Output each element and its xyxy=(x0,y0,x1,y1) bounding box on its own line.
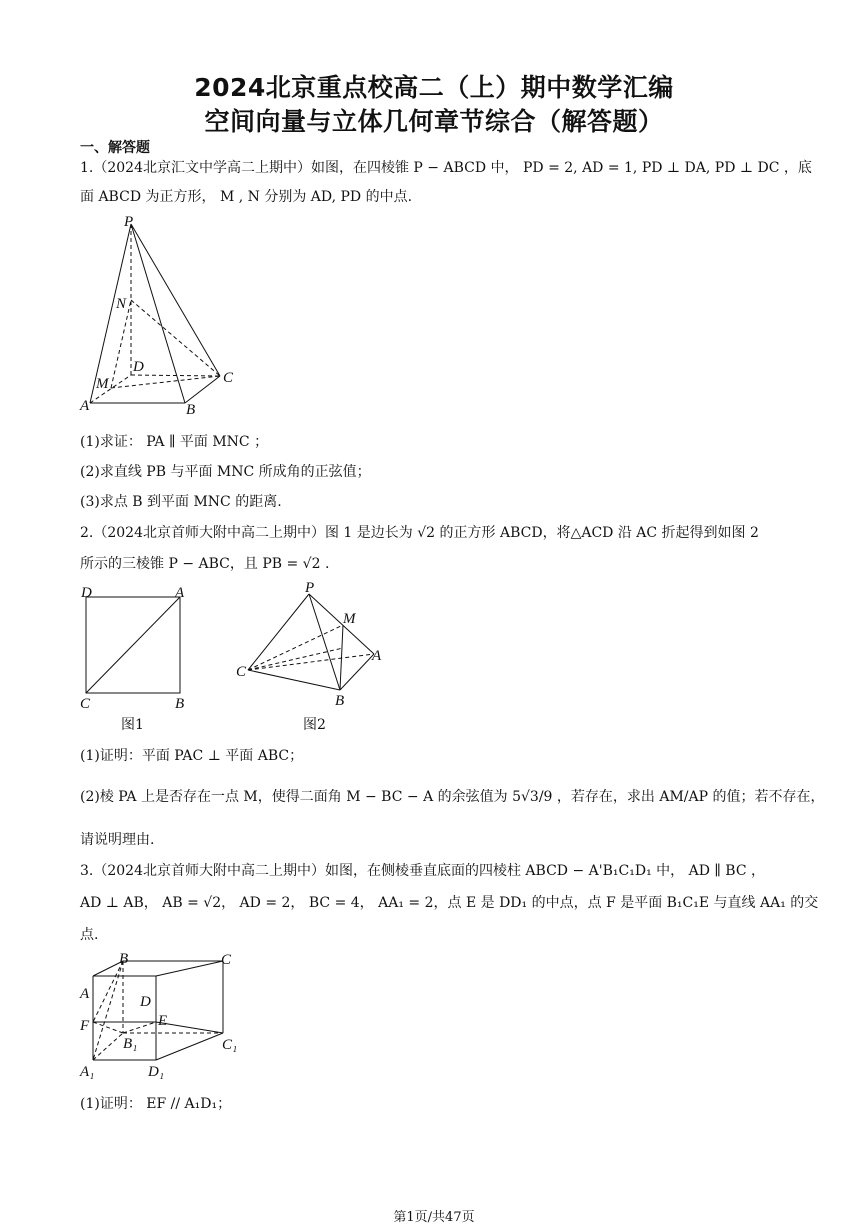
fig1-label-a: A xyxy=(175,585,185,601)
fig1-label-b: B xyxy=(175,696,185,712)
problem-3-line-3: 点. xyxy=(80,927,99,943)
edge-pb xyxy=(131,224,185,403)
problem-1-question-1: (1)求证： PA ∥ 平面 MNC ； xyxy=(80,434,269,450)
tetrahedron-figure-2 xyxy=(232,578,392,713)
label-d: D xyxy=(133,359,144,375)
edge-bc xyxy=(185,376,220,403)
label-a: A xyxy=(80,398,90,414)
fig3-label-e: E xyxy=(158,1013,168,1029)
edge-pc xyxy=(248,594,309,670)
edge-a1b1 xyxy=(93,1033,123,1060)
fig3-label-d1: D₁ xyxy=(148,1064,165,1080)
section-heading: 一、解答题 xyxy=(80,140,150,156)
title-line-2: 空间向量与立体几何章节综合（解答题） xyxy=(204,107,664,136)
fig3-label-c: C xyxy=(221,952,232,968)
fig2-caption: 图2 xyxy=(303,717,326,733)
label-c: C xyxy=(223,370,234,386)
diagonal-ac xyxy=(86,597,180,693)
edge-d1c1 xyxy=(156,1033,223,1060)
fig3-label-c1: C₁ xyxy=(222,1037,238,1053)
fig3-label-b: B xyxy=(119,951,129,967)
fig3-label-d: D xyxy=(140,994,151,1010)
segment-bm xyxy=(340,625,343,690)
pyramid-figure xyxy=(78,210,248,420)
segment-c-inner xyxy=(248,648,343,670)
title-line-1: 2024北京重点校高二（上）期中数学汇编 xyxy=(194,73,674,102)
edge-ca xyxy=(248,654,374,670)
fig1-label-d: D xyxy=(81,585,92,601)
label-b: B xyxy=(186,402,196,418)
square-figure-1 xyxy=(76,582,196,712)
problem-3-line-2: AD ⊥ AB， AB = √2， AD = 2， BC = 4， AA₁ = 2，点 E 是 DD₁ 的中点，点 F 是平面 B₁C₁E 与直线 AA₁ 的交 xyxy=(80,895,819,911)
fig2-label-m: M xyxy=(343,611,356,627)
fig1-label-c: C xyxy=(80,696,91,712)
page-footer: 第1页/共47页 xyxy=(393,1210,475,1225)
problem-2-question-2-cont: 请说明理由. xyxy=(80,832,155,848)
problem-2-line-2: 所示的三棱锥 P − ABC，且 PB = √2 . xyxy=(80,556,330,572)
fig2-label-c: C xyxy=(236,664,247,680)
edge-pc xyxy=(131,224,220,376)
edge-dc xyxy=(156,961,223,976)
segment-b1e xyxy=(123,1022,156,1033)
fig2-label-b: B xyxy=(335,693,345,709)
problem-3-question-1: (1)证明： EF // A₁D₁； xyxy=(80,1096,232,1112)
prism-figure xyxy=(76,948,246,1083)
fig3-label-f: F xyxy=(80,1018,90,1034)
fig2-label-p: P xyxy=(305,580,315,596)
fig1-caption: 图1 xyxy=(121,717,144,733)
problem-3-line-1: 3.（2024北京首师大附中高二上期中）如图，在侧棱垂直底面的四棱柱 ABCD − A'B₁C₁D₁ 中， AD ∥ BC ， xyxy=(80,863,765,879)
problem-1-line-2: 面 ABCD 为正方形， M , N 分别为 AD, PD 的中点. xyxy=(80,189,413,205)
fig2-label-a: A xyxy=(372,648,382,664)
edge-cb xyxy=(248,670,340,690)
problem-1-question-2: (2)求直线 PB 与平面 MNC 所成角的正弦值； xyxy=(80,464,371,480)
problem-2-question-2: (2)棱 PA 上是否存在一点 M，使得二面角 M − BC − A 的余弦值为 5√3/9 ，若存在，求出 AM/AP 的值；若不存在， xyxy=(80,789,825,805)
problem-2-question-1: (1)证明：平面 PAC ⊥ 平面 ABC； xyxy=(80,748,304,764)
label-n: N xyxy=(116,296,127,312)
problem-2-line-1: 2.（2024北京首师大附中高二上期中）图 1 是边长为 √2 的正方形 ABCD，将△ACD 沿 AC 折起得到如图 2 xyxy=(80,525,759,541)
problem-1-line-1: 1.（2024北京汇文中学高二上期中）如图，在四棱锥 P − ABCD 中， PD = 2, AD = 1, PD ⊥ DA, PD ⊥ DC ，底 xyxy=(80,160,812,176)
segment-bf xyxy=(93,961,123,1022)
label-p: P xyxy=(124,214,134,230)
fig3-label-a: A xyxy=(80,986,90,1002)
fig3-label-a1: A₁ xyxy=(80,1064,95,1080)
label-m: M xyxy=(96,376,109,392)
fig3-label-b1: B₁ xyxy=(123,1036,138,1052)
edge-dc xyxy=(131,375,220,376)
problem-1-question-3: (3)求点 B 到平面 MNC 的距离. xyxy=(80,494,282,510)
segment-fb1 xyxy=(93,1022,123,1033)
segment-cm xyxy=(248,625,343,670)
edge-ba xyxy=(340,654,374,690)
segment-nc xyxy=(131,300,220,376)
segment-mn xyxy=(111,300,131,388)
